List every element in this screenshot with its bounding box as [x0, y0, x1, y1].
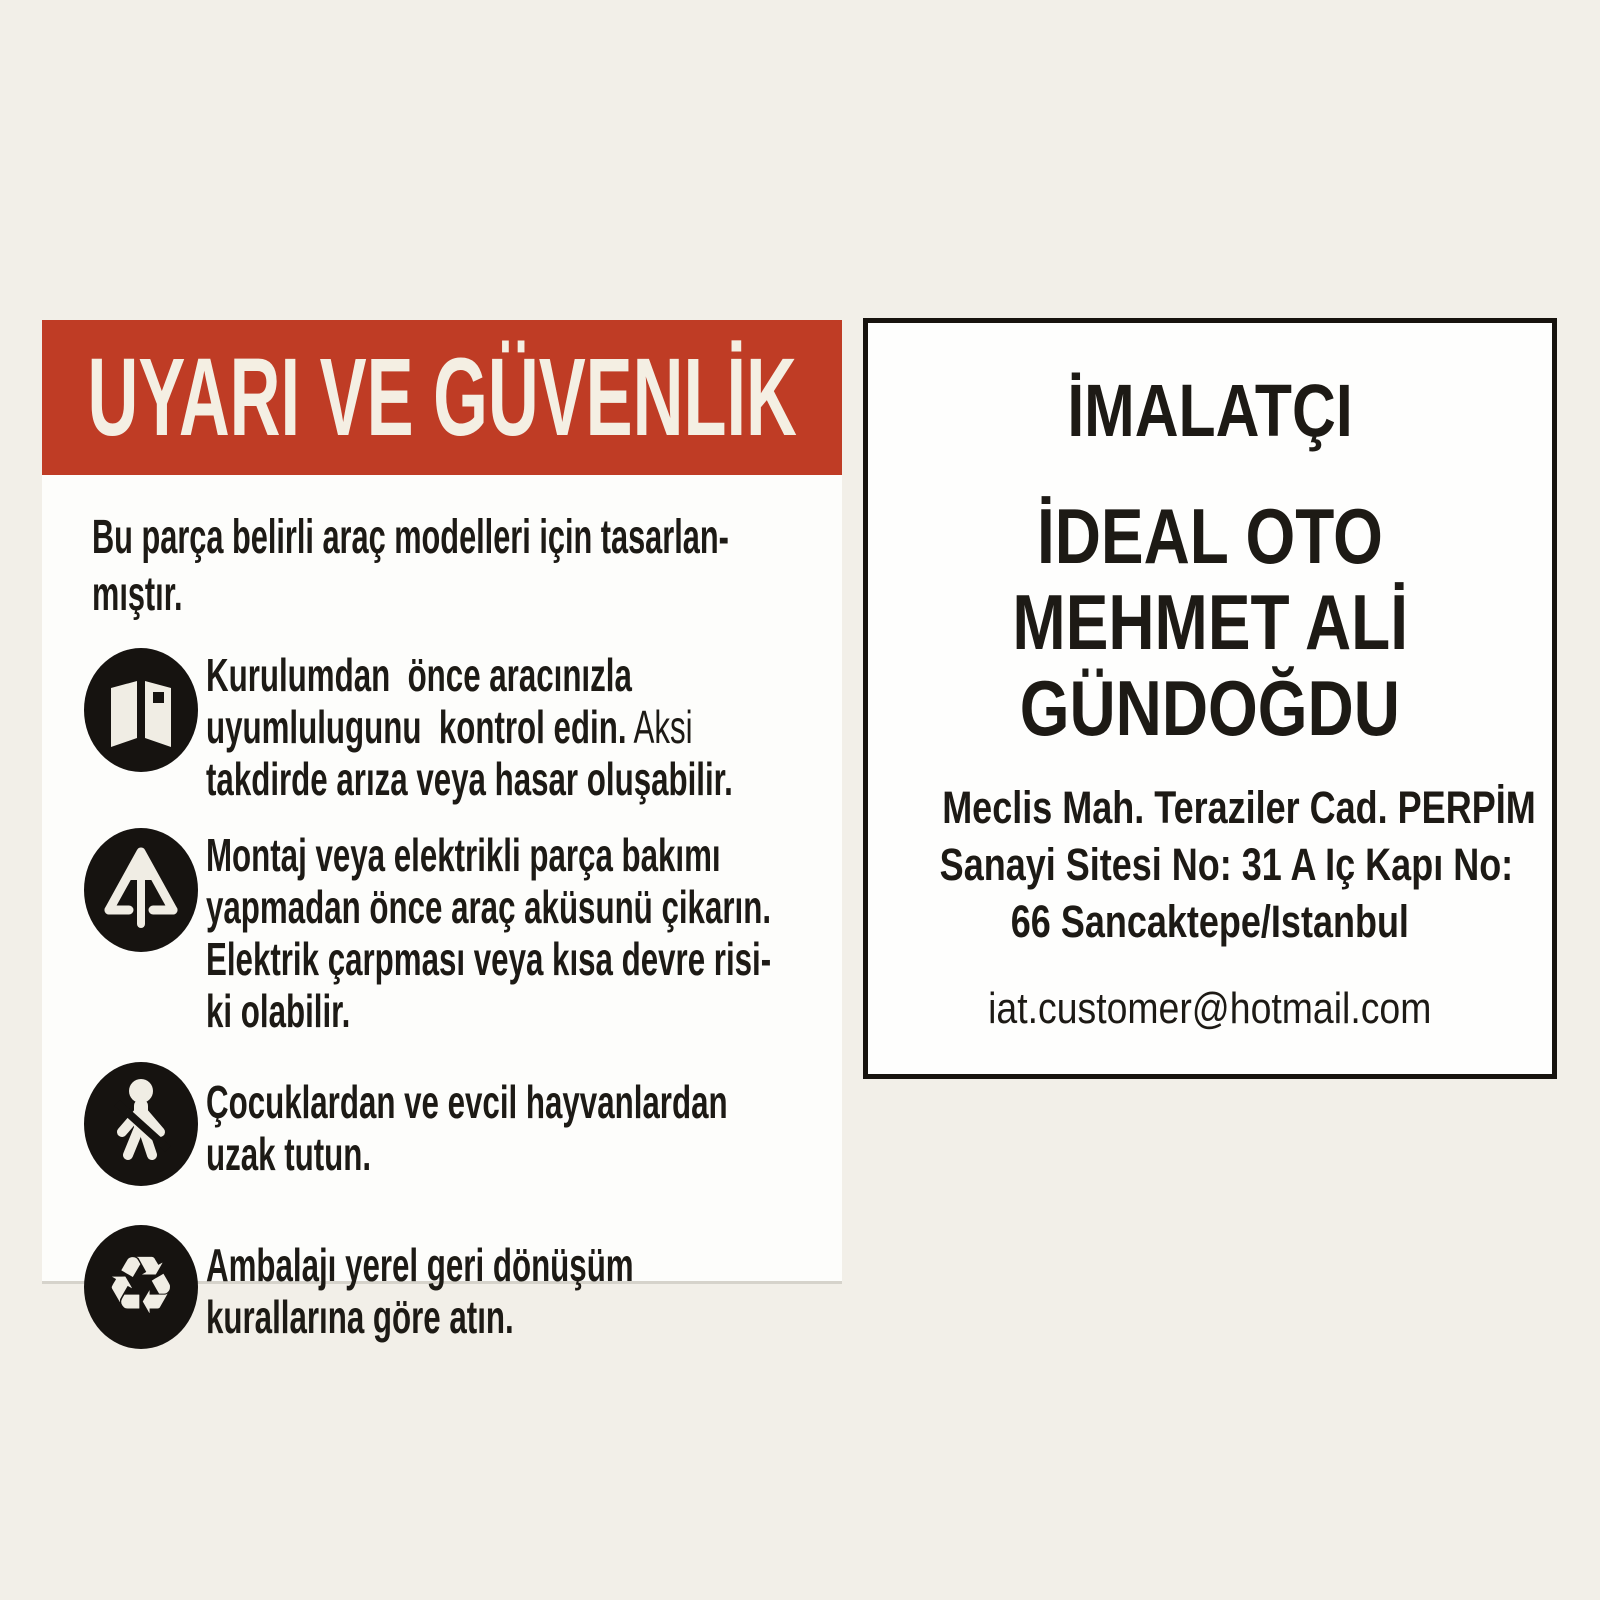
- item1-line2-bold: uyumlulugunu kontrol edin.: [206, 701, 627, 753]
- manufacturer-company-name: [868, 493, 1552, 751]
- warning-safety-card: [42, 320, 842, 1343]
- address-line-1: Meclis Mah. Teraziler Cad. PERPİM: [942, 782, 1536, 833]
- manufacturer-title: [868, 371, 1552, 451]
- warning-triangle-arrow-icon: [82, 827, 200, 958]
- manufacturer-email: [868, 984, 1552, 1034]
- item2-line2: yapmadan önce araç aküsunü çikarın.: [206, 881, 772, 933]
- address-line-2: Sanayi Sitesi No: 31 A Iç Kapı No:: [939, 839, 1514, 890]
- warning-safety-body: [42, 475, 842, 1355]
- list-item-check-manual: [82, 647, 818, 805]
- item4-line1: Ambalajı yerel geri dönüşüm: [206, 1238, 634, 1291]
- list-item-keep-away: [82, 1061, 818, 1192]
- intro-line-1: Bu parça belirli araç modelleri için tasarlan-: [92, 511, 729, 564]
- item2-line3: Elektrik çarpması veya kısa devre risi-: [206, 933, 772, 985]
- item-text-recycle: [206, 1237, 835, 1343]
- manufacturer-address: [868, 779, 1552, 950]
- manufacturer-email-text: iat.customer@hotmail.com: [988, 984, 1432, 1033]
- item2-line4: ki olabilir.: [206, 985, 351, 1037]
- company-line-2: MEHMET ALİ: [1012, 578, 1408, 666]
- item1-line1: Kurulumdan önce aracınızla: [206, 649, 632, 701]
- intro-paragraph: [92, 509, 818, 623]
- company-line-3: GÜNDOĞDU: [1019, 664, 1401, 752]
- svg-text:♻: ♻: [105, 1239, 177, 1332]
- item4-line2: kurallarına göre atın.: [206, 1290, 514, 1343]
- item3-line1: Çocuklardan ve evcil hayvanlardan: [206, 1075, 728, 1128]
- address-line-3: 66 Sancaktepe/Istanbul: [1010, 896, 1410, 947]
- keep-away-children-icon: [82, 1061, 200, 1192]
- item1-line3-regular: takdirde arıza veya hasar: [206, 753, 587, 805]
- list-item-battery-warning: [82, 827, 818, 1037]
- item2-line1: Montaj veya elektrikli parça bakımı: [206, 829, 721, 881]
- manufacturer-card: [863, 318, 1557, 1079]
- list-item-recycle: [82, 1224, 818, 1355]
- manufacturer-title-text: İMALATÇI: [1067, 369, 1353, 452]
- intro-line-2: mıştır.: [92, 568, 183, 621]
- company-line-1: İDEAL OTO: [1037, 492, 1383, 580]
- item3-line2: uzak tutun.: [206, 1127, 372, 1180]
- open-book-icon: [82, 647, 200, 778]
- recycle-icon: [82, 1224, 200, 1355]
- item1-line3-bold: oluşabilir.: [586, 753, 733, 805]
- warning-safety-title: UYARI VE GÜVENLİK: [87, 336, 797, 459]
- item1-line2-regular: Aksi: [626, 701, 693, 753]
- warning-safety-header: [42, 320, 842, 475]
- item-text-keep-away: [206, 1074, 973, 1180]
